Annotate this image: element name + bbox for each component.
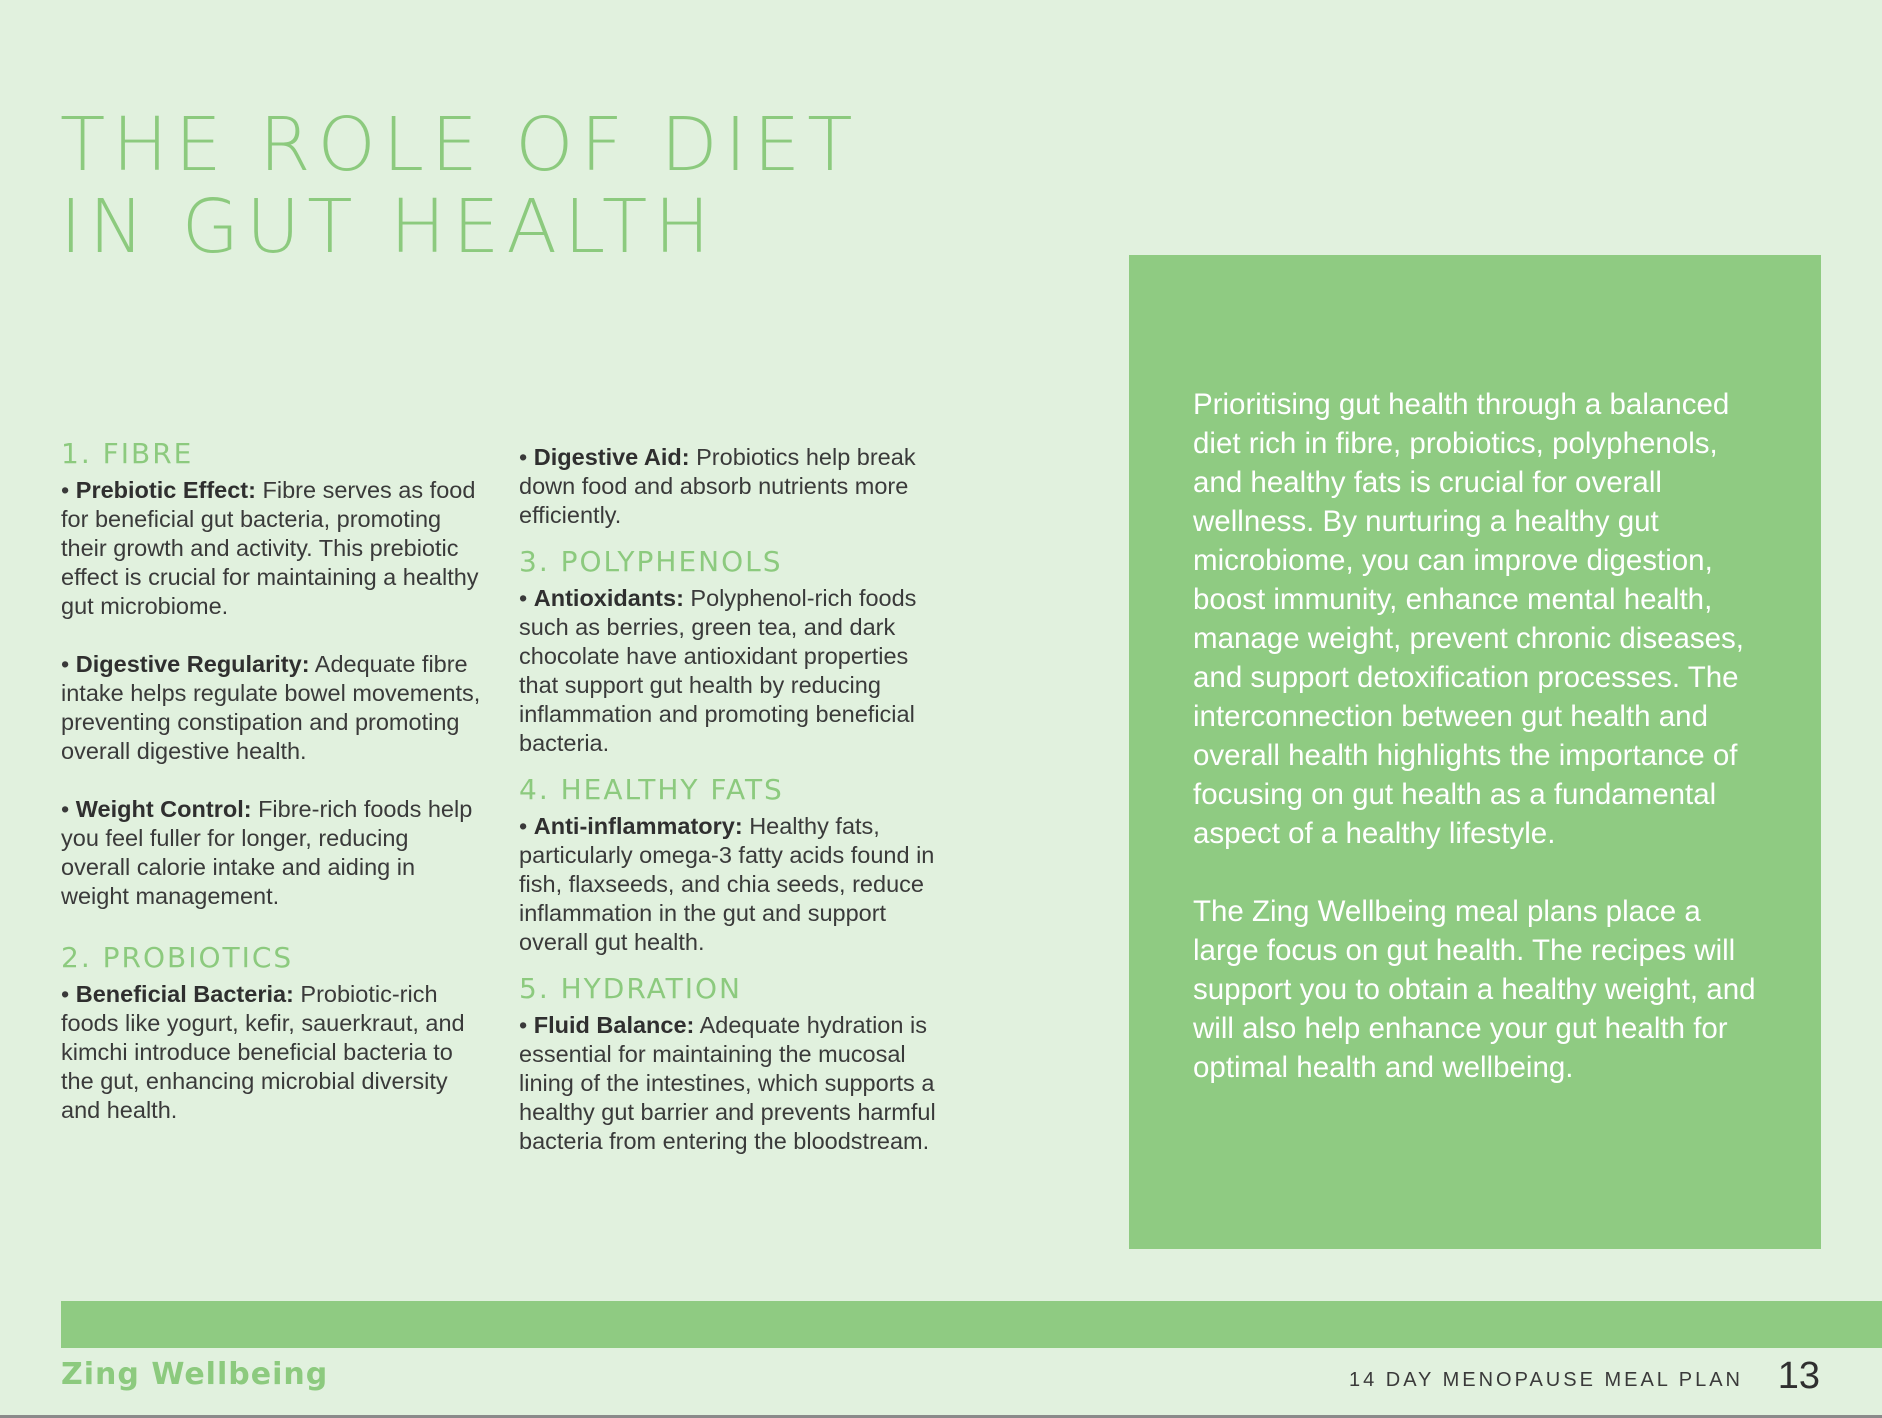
bullet: •	[519, 813, 534, 839]
label-weight-control: Weight Control:	[75, 796, 252, 822]
bullet: •	[61, 477, 76, 503]
label-antioxidants: Antioxidants:	[533, 585, 684, 611]
paragraph-digestive-aid	[519, 443, 949, 530]
section-heading-probiotics: 2. PROBIOTICS	[61, 941, 294, 974]
page-title-line-1: THE ROLE OF DIET	[60, 102, 860, 188]
label-prebiotic-effect: Prebiotic Effect:	[75, 477, 256, 503]
bullet: •	[61, 981, 76, 1007]
paragraph-weight-control	[61, 795, 481, 911]
text-fluid-balance: Adequate hydration is essential for maintaining the mucosal lining of the intestines, which supports a healthy gut barrier and prevents harmful bacteria from entering the bloodstream.	[519, 1012, 936, 1154]
paragraph-digestive-regularity	[61, 650, 481, 766]
summary-paragraph-2: The Zing Wellbeing meal plans place a large focus on gut health. The recipes will support you to obtain a healthy weight, and will also help enhance your gut health for optimal health and wellbeing.	[1193, 895, 1756, 1084]
label-anti-inflammatory: Anti-inflammatory:	[533, 813, 743, 839]
paragraph-antioxidants	[519, 584, 949, 758]
section-heading-fibre: 1. FIBRE	[61, 437, 194, 470]
paragraph-beneficial-bacteria	[61, 980, 481, 1125]
section-heading-polyphenols: 3. POLYPHENOLS	[519, 545, 783, 578]
page-title-line-2: IN GUT HEALTH	[60, 184, 717, 270]
section-heading-healthy-fats: 4. HEALTHY FATS	[519, 773, 784, 806]
bullet: •	[519, 585, 534, 611]
text-prebiotic-effect: Fibre serves as food for beneficial gut bacteria, promoting their growth and activity. This prebiotic effect is crucial for maintaining a healthy gut microbiome.	[61, 477, 479, 619]
page-number: 13	[1777, 1355, 1820, 1397]
paragraph-anti-inflammatory	[519, 812, 949, 957]
text-antioxidants: Polyphenol-rich foods such as berries, green tea, and dark chocolate have antioxidant properties that support gut health by reducing inflammation and promoting beneficial bacteria.	[519, 585, 917, 756]
brand-name: Zing Wellbeing	[61, 1357, 329, 1392]
left-column	[61, 436, 481, 1154]
footer-bar	[61, 1301, 1882, 1348]
paragraph-fluid-balance	[519, 1011, 949, 1156]
label-fluid-balance: Fluid Balance:	[533, 1012, 695, 1038]
label-digestive-aid: Digestive Aid:	[533, 444, 690, 470]
label-beneficial-bacteria: Beneficial Bacteria:	[75, 981, 294, 1007]
page-title	[60, 104, 859, 268]
text-anti-inflammatory: Healthy fats, particularly omega-3 fatty acids found in fish, flaxseeds, and chia seeds, reduce inflammation in the gut and support overall gut health.	[519, 813, 935, 955]
plan-title: 14 DAY MENOPAUSE MEAL PLAN	[1348, 1369, 1743, 1391]
summary-box	[1129, 255, 1821, 1249]
bullet: •	[519, 1012, 534, 1038]
section-heading-hydration: 5. HYDRATION	[519, 972, 742, 1005]
text-digestive-regularity: Adequate fibre intake helps regulate bowel movements, preventing constipation and promoting overall digestive health.	[61, 651, 481, 764]
paragraph-prebiotic-effect	[61, 476, 481, 621]
bullet: •	[61, 651, 76, 677]
text-digestive-aid: Probiotics help break down food and absorb nutrients more efficiently.	[519, 444, 916, 528]
bullet: •	[61, 796, 76, 822]
summary-paragraph-1: Prioritising gut health through a balanced diet rich in fibre, probiotics, polyphenols, and healthy fats is crucial for overall wellness. By nurturing a healthy gut microbiome, you can improve digestion, boost immunity, enhance mental health, manage weight, prevent chronic diseases, and support detoxification processes. The interconnection between gut health and overall health highlights the importance of focusing on gut health as a fundamental aspect of a healthy lifestyle.	[1193, 388, 1744, 850]
text-weight-control: Fibre-rich foods help you feel fuller for longer, reducing overall calorie intake and aiding in weight management.	[61, 796, 473, 909]
text-beneficial-bacteria: Probiotic-rich foods like yogurt, kefir, sauerkraut, and kimchi introduce beneficial bacteria to the gut, enhancing microbial diversity and health.	[61, 981, 465, 1123]
label-digestive-regularity: Digestive Regularity:	[75, 651, 310, 677]
middle-column	[519, 443, 949, 1170]
bullet: •	[519, 444, 534, 470]
